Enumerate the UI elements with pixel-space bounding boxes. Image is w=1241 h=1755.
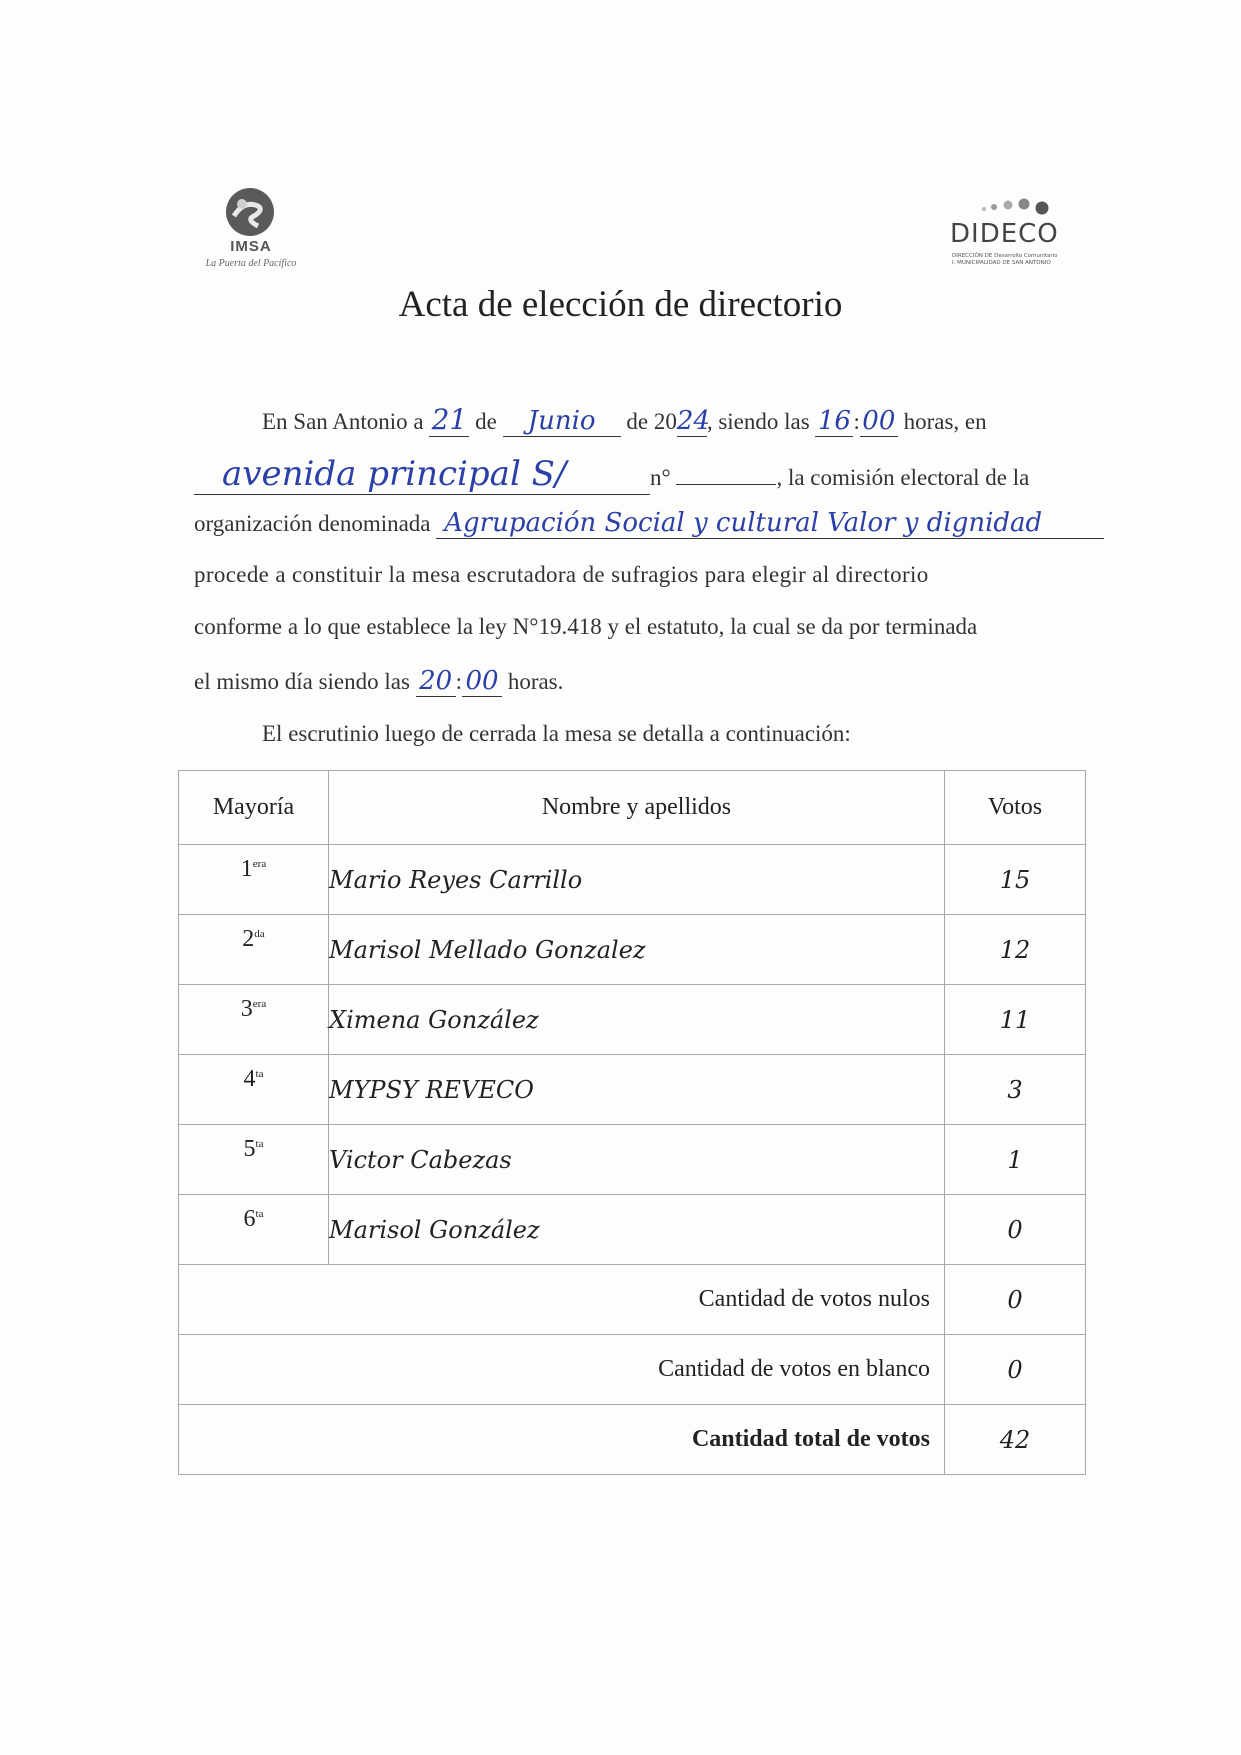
paragraph-line-1: [262, 403, 987, 437]
day-field: 21: [429, 403, 469, 437]
candidate-name: Ximena González: [329, 985, 945, 1055]
text-organizacion: organización denominada: [194, 511, 431, 536]
table-row: [179, 1195, 1086, 1265]
rank-suffix: da: [254, 928, 265, 940]
end-min-field: 00: [462, 666, 502, 697]
address-field: avenida principal S/: [194, 454, 650, 495]
null-votes-label: Cantidad de votos nulos: [179, 1265, 945, 1335]
header-rank: Mayoría: [179, 771, 329, 845]
rank-number: 1: [240, 856, 253, 882]
rank-cell: [179, 1055, 329, 1125]
header-votes: Votos: [945, 771, 1086, 845]
paragraph-line-3: [194, 508, 1104, 539]
candidate-name: Victor Cabezas: [329, 1125, 945, 1195]
table-row: [179, 1055, 1086, 1125]
dideco-logo-line1: DIRECCIÓN DE Desarrollo Comunitario: [952, 253, 1058, 259]
paragraph-line-2: [194, 454, 1029, 495]
blank-votes-row: [179, 1335, 1086, 1405]
text-de-20: de 20: [626, 409, 677, 434]
rank-number: 5: [243, 1136, 256, 1162]
candidate-votes: 1: [945, 1125, 1086, 1195]
rank-cell: [179, 915, 329, 985]
colon: :: [853, 409, 860, 434]
candidate-votes: 12: [945, 915, 1086, 985]
table-header-row: [179, 771, 1086, 845]
paragraph-line-6: [194, 666, 563, 697]
rank-suffix: era: [252, 998, 267, 1010]
results-table: [178, 770, 1086, 1475]
dideco-logo-line2: I. MUNICIPALIDAD DE SAN ANTONIO: [952, 260, 1051, 266]
candidate-votes: 3: [945, 1055, 1086, 1125]
imsa-logo-motto: La Puerta del Pacífico: [205, 258, 297, 269]
text-mismo-dia: el mismo día siendo las: [194, 669, 410, 694]
table-row: [179, 1125, 1086, 1195]
imsa-logo-name: IMSA: [230, 238, 272, 255]
table-row: [179, 985, 1086, 1055]
blank-votes-value: 0: [945, 1335, 1086, 1405]
candidate-votes: 0: [945, 1195, 1086, 1265]
dots-icon: [978, 195, 1068, 219]
text-comision: , la comisión electoral de la: [776, 465, 1030, 490]
table-row: [179, 915, 1086, 985]
number-field: [676, 484, 776, 485]
rank-number: 2: [242, 926, 255, 952]
paragraph-line-7: El escrutinio luego de cerrada la mesa se detalla a continuación:: [262, 721, 851, 746]
header-name: Nombre y apellidos: [329, 771, 945, 845]
text-horas-en: horas, en: [903, 409, 987, 434]
end-hour-field: 20: [416, 666, 456, 697]
rank-suffix: ta: [255, 1208, 264, 1220]
month-field: Junio: [503, 406, 621, 437]
candidate-name: Marisol González: [329, 1195, 945, 1265]
rank-cell: [179, 985, 329, 1055]
dideco-logo-name: DIDECO: [950, 219, 1059, 249]
imsa-logo: [192, 178, 310, 278]
total-votes-label: Cantidad total de votos: [179, 1405, 945, 1475]
table-row: [179, 845, 1086, 915]
text-horas: horas.: [507, 669, 564, 694]
year-field: 24: [676, 406, 710, 436]
null-votes-row: [179, 1265, 1086, 1335]
candidate-votes: 15: [945, 845, 1086, 915]
rank-number: 4: [243, 1066, 256, 1092]
start-min-field: 00: [860, 406, 898, 437]
rank-cell: [179, 845, 329, 915]
rank-number: 3: [240, 996, 253, 1022]
rank-suffix: ta: [255, 1068, 264, 1080]
globe-icon: [224, 186, 276, 238]
paragraph-line-4: procede a constituir la mesa escrutadora de sufragios para elegir al directorio: [194, 562, 929, 587]
rank-suffix: ta: [255, 1138, 264, 1150]
null-votes-value: 0: [945, 1265, 1086, 1335]
candidate-votes: 11: [945, 985, 1086, 1055]
start-hour-field: 16: [815, 406, 853, 437]
rank-suffix: era: [252, 858, 267, 870]
rank-cell: [179, 1195, 329, 1265]
text-numero: n°: [650, 465, 671, 490]
total-votes-row: [179, 1405, 1086, 1475]
document-title: Acta de elección de directorio: [398, 284, 843, 325]
text-de: de: [475, 409, 497, 434]
paragraph-line-5: conforme a lo que establece la ley N°19.418 y el estatuto, la cual se da por terminada: [194, 614, 978, 639]
organization-field: Agrupación Social y cultural Valor y dignidad: [436, 508, 1104, 539]
rank-cell: [179, 1125, 329, 1195]
candidate-name: MYPSY REVECO: [329, 1055, 945, 1125]
candidate-name: Marisol Mellado Gonzalez: [329, 915, 945, 985]
text-siendo-las: , siendo las: [706, 409, 810, 434]
colon: :: [455, 669, 463, 694]
rank-number: 6: [243, 1206, 256, 1232]
candidate-name: Mario Reyes Carrillo: [329, 845, 945, 915]
total-votes-value: 42: [945, 1405, 1086, 1475]
text-en-san-antonio: En San Antonio a: [262, 409, 424, 434]
blank-votes-label: Cantidad de votos en blanco: [179, 1335, 945, 1405]
dideco-logo: [940, 195, 1070, 275]
